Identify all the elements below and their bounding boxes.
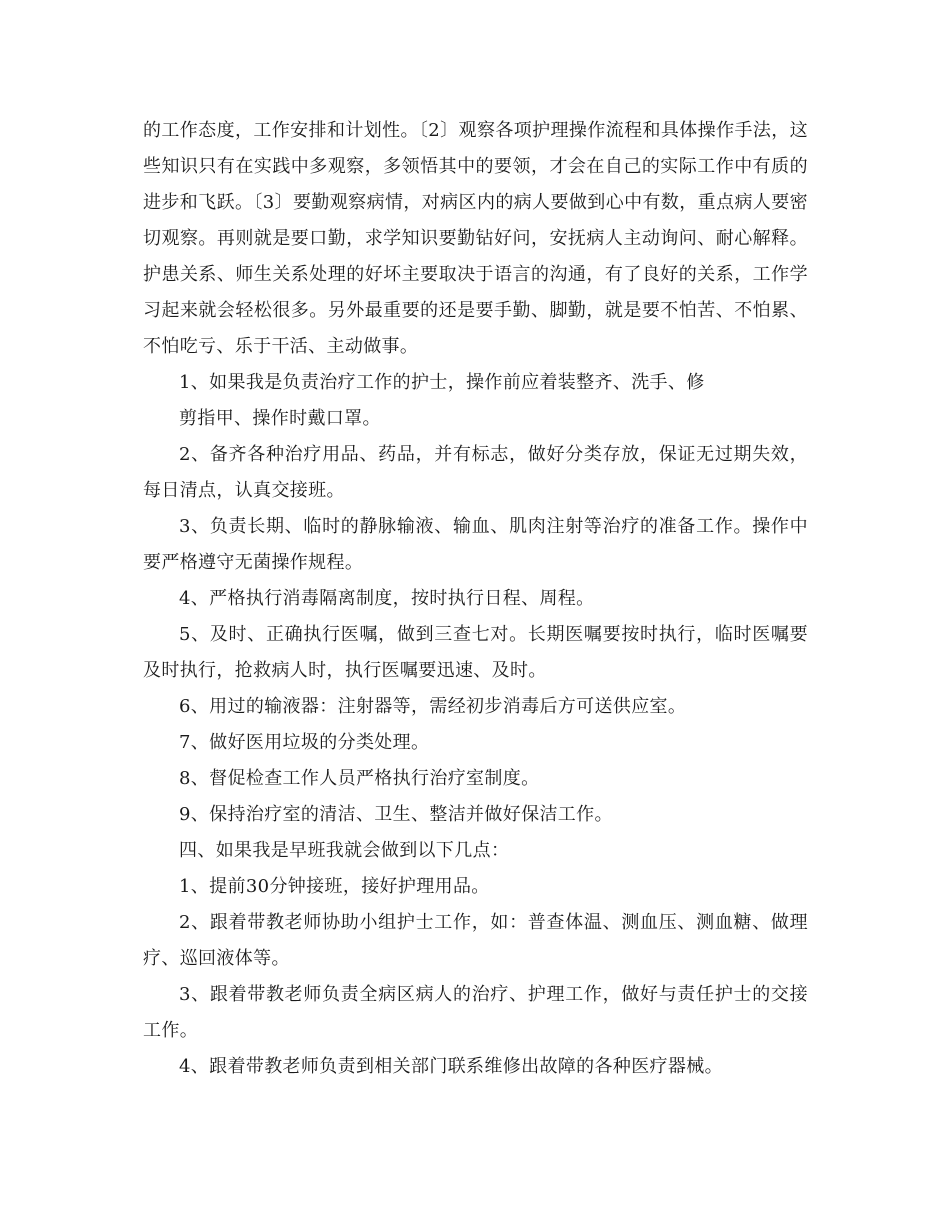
list-item-5: 5、及时、正确执行医嘱，做到三查七对。长期医嘱要按时执行，临时医嘱要及时执行，抢救病人时，执行医嘱要迅速、及时。 — [143, 624, 808, 681]
list-item-6: 6、用过的输液器：注射器等，需经初步消毒后方可送供应室。 — [179, 696, 687, 717]
early-shift-item-2: 2、跟着带教老师协助小组护士工作，如：普查体温、测血压、测血糖、做理疗、巡回液体等。 — [143, 912, 808, 969]
list-item-7: 7、做好医用垃圾的分类处理。 — [179, 732, 430, 753]
list-item-9: 9、保持治疗室的清洁、卫生、整洁并做好保洁工作。 — [179, 804, 613, 825]
list-item-8: 8、督促检查工作人员严格执行治疗室制度。 — [179, 768, 540, 789]
early-shift-item-1: 1、提前30分钟接班，接好护理用品。 — [179, 876, 490, 897]
document-body — [143, 113, 808, 1085]
list-item-2: 2、备齐各种治疗用品、药品，并有标志，做好分类存放，保证无过期失效，每日清点，认真交接班。 — [143, 444, 808, 501]
list-item-4: 4、严格执行消毒隔离制度，按时执行日程、周程。 — [179, 588, 595, 609]
intro-paragraph: 的工作态度，工作安排和计划性。〔2〕观察各项护理操作流程和具体操作手法，这些知识只有在实践中多观察，多领悟其中的要领，才会在自己的实际工作中有质的进步和飞跃。〔3〕要勤观察病情，对病区内的病人要做到心中有数，重点病人要密切观察。再则就是要口勤，求学知识要勤钻好问，安抚病人主动询问、耐心解释。护患关系、师生关系处理的好坏主要取决于语言的沟通，有了良好的关系，工作学习起来就会轻松很多。另外最重要的还是要手勤、脚勤，就是要不怕苦、不怕累、不怕吃亏、乐于干活、主动做事。 — [143, 120, 808, 357]
list-item-1-second-line: 剪指甲、操作时戴口罩。 — [179, 408, 381, 429]
list-item-3: 3、负责长期、临时的静脉输液、输血、肌肉注射等治疗的准备工作。操作中要严格遵守无菌操作规程。 — [143, 516, 808, 573]
early-shift-item-4: 4、跟着带教老师负责到相关部门联系维修出故障的各种医疗器械。 — [179, 1056, 723, 1077]
list-item-1-first-line: 1、如果我是负责治疗工作的护士，操作前应着装整齐、洗手、修 — [179, 372, 705, 393]
section-heading-early-shift: 四、如果我是早班我就会做到以下几点： — [179, 840, 510, 861]
early-shift-item-3: 3、跟着带教老师负责全病区病人的治疗、护理工作，做好与责任护士的交接工作。 — [143, 984, 808, 1041]
